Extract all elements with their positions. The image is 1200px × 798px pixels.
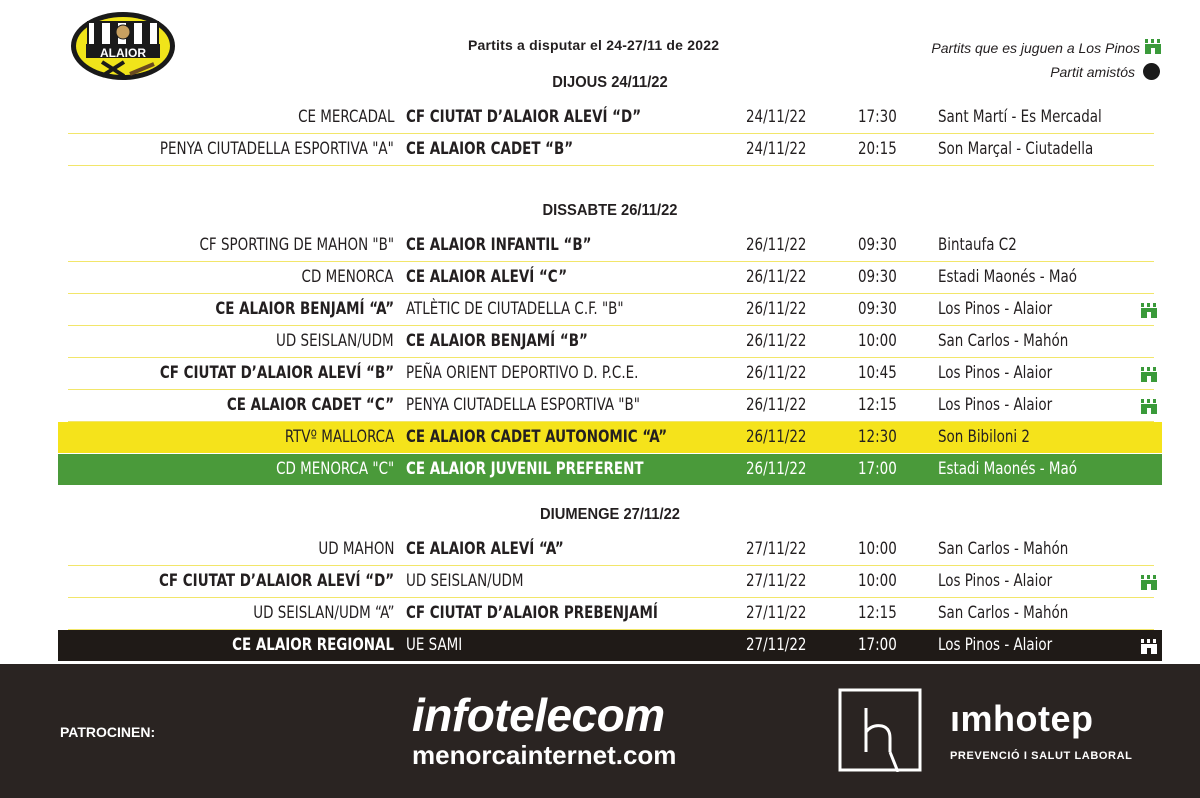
home-team [58, 102, 394, 133]
away-team-text: PENYA CIUTADELLA ESPORTIVA "B" [406, 395, 640, 415]
home-team-text: UD SEISLAN/UDM [276, 331, 394, 351]
match-date-text: 27/11/22 [746, 603, 807, 623]
match-venue-text: San Carlos - Mahón [938, 539, 1069, 559]
match-date [746, 390, 826, 421]
match-date-text: 24/11/22 [746, 107, 807, 127]
away-team-text: CE ALAIOR CADET “B” [406, 139, 574, 159]
match-venue-text: Los Pinos - Alaior [938, 571, 1053, 591]
away-team [406, 230, 736, 261]
match-date [746, 534, 826, 565]
home-team-text: CE ALAIOR REGIONAL [232, 635, 394, 655]
page-title: Partits a disputar el 24-27/11 de 2022 [468, 37, 720, 53]
legend-friendly-label: Partit amistós [1050, 63, 1135, 80]
match-time-text: 10:00 [858, 571, 897, 591]
match-row [58, 262, 1162, 293]
match-date [746, 262, 826, 293]
match-date-text: 26/11/22 [746, 427, 807, 447]
match-row [58, 566, 1162, 597]
home-team-text: CE ALAIOR BENJAMÍ “A” [215, 299, 394, 319]
match-venue-text: Los Pinos - Alaior [938, 363, 1053, 383]
match-time [858, 294, 908, 325]
match-venue-text: Son Bibiloni 2 [938, 427, 1030, 447]
legend-los-pinos [931, 38, 1162, 57]
stadium-icon [1140, 366, 1158, 382]
match-time-text: 20:15 [858, 139, 897, 159]
match-time-text: 09:30 [858, 267, 897, 287]
match-time-text: 10:00 [858, 539, 897, 559]
match-row [58, 102, 1162, 133]
stadium-icon [1140, 638, 1158, 654]
match-time [858, 358, 908, 389]
away-team-text: CE ALAIOR BENJAMÍ “B” [406, 331, 588, 351]
match-time [858, 534, 908, 565]
stadium-icon [1144, 38, 1162, 57]
home-team-text: CF CIUTAT D’ALAIOR ALEVÍ “B” [159, 363, 394, 383]
legend-los-pinos-label: Partits que es juguen a Los Pinos [931, 39, 1140, 56]
home-team [58, 422, 394, 453]
match-venue [938, 102, 1138, 133]
match-row [58, 454, 1162, 485]
home-team-text: CD MENORCA "C" [275, 459, 394, 479]
away-team-text: UD SEISLAN/UDM [406, 571, 524, 591]
match-time [858, 422, 908, 453]
away-team-text: CE ALAIOR JUVENIL PREFERENT [406, 459, 644, 479]
match-date [746, 326, 826, 357]
match-row [58, 422, 1162, 453]
home-team [58, 294, 394, 325]
match-date-text: 24/11/22 [746, 139, 807, 159]
match-date [746, 422, 826, 453]
match-date [746, 454, 826, 485]
away-team-text: CF CIUTAT D’ALAIOR PREBENJAMÍ [406, 603, 658, 623]
match-venue [938, 390, 1138, 421]
away-team-text: CE ALAIOR CADET AUTONOMIC “A” [406, 427, 668, 447]
match-venue [938, 630, 1138, 661]
home-team-text: RTVº MALLORCA [284, 427, 394, 447]
match-date [746, 358, 826, 389]
stadium-icon [1140, 574, 1158, 590]
match-row [58, 326, 1162, 357]
match-date-text: 26/11/22 [746, 299, 807, 319]
away-team-text: CF CIUTAT D’ALAIOR ALEVÍ “D” [406, 107, 642, 127]
match-time-text: 10:45 [858, 363, 897, 383]
match-time-text: 17:30 [858, 107, 897, 127]
match-time-text: 17:00 [858, 635, 897, 655]
match-venue-text: San Carlos - Mahón [938, 331, 1069, 351]
club-logo [68, 8, 178, 84]
match-time [858, 566, 908, 597]
match-venue-text: Estadi Maonés - Maó [938, 459, 1078, 479]
home-team-text: CF CIUTAT D’ALAIOR ALEVÍ “D” [158, 571, 394, 591]
away-team [406, 566, 736, 597]
sponsor-infotelecom: infotelecom [412, 689, 665, 741]
match-time-text: 10:00 [858, 331, 897, 351]
home-team [58, 390, 394, 421]
match-time [858, 134, 908, 165]
match-row [58, 390, 1162, 421]
match-time [858, 630, 908, 661]
match-time-text: 12:15 [858, 603, 897, 623]
match-date [746, 230, 826, 261]
match-time [858, 390, 908, 421]
match-row [58, 358, 1162, 389]
match-time-text: 09:30 [858, 235, 897, 255]
day-title: DIUMENGE 27/11/22 [540, 506, 680, 523]
match-time [858, 326, 908, 357]
match-time-text: 17:00 [858, 459, 897, 479]
away-team [406, 598, 736, 629]
match-venue [938, 134, 1138, 165]
match-row [58, 630, 1162, 661]
match-venue [938, 326, 1138, 357]
match-date [746, 134, 826, 165]
away-team [406, 534, 736, 565]
match-time [858, 262, 908, 293]
home-team [58, 358, 394, 389]
away-team [406, 358, 736, 389]
home-team-text: CE MERCADAL [297, 107, 394, 127]
match-date-text: 26/11/22 [746, 363, 807, 383]
match-venue-text: Los Pinos - Alaior [938, 299, 1053, 319]
match-venue [938, 454, 1138, 485]
match-row [58, 230, 1162, 261]
match-date-text: 27/11/22 [746, 635, 807, 655]
match-time [858, 454, 908, 485]
home-team [58, 598, 394, 629]
match-date-text: 26/11/22 [746, 267, 807, 287]
away-team [406, 102, 736, 133]
home-team [58, 630, 394, 661]
sponsors-label: PATROCINEN: [60, 724, 156, 740]
away-team-text: PEÑA ORIENT DEPORTIVO D. P.C.E. [406, 363, 639, 383]
away-team [406, 390, 736, 421]
match-venue-text: Sant Martí - Es Mercadal [938, 107, 1102, 127]
home-team [58, 230, 394, 261]
match-date-text: 27/11/22 [746, 571, 807, 591]
home-team [58, 262, 394, 293]
home-team-text: PENYA CIUTADELLA ESPORTIVA "A" [160, 139, 394, 159]
away-team [406, 262, 736, 293]
match-venue [938, 566, 1138, 597]
match-date-text: 27/11/22 [746, 539, 807, 559]
imhotep-logo-icon [838, 688, 922, 772]
match-date [746, 294, 826, 325]
match-venue [938, 598, 1138, 629]
home-team-text: CD MENORCA [301, 267, 394, 287]
match-time-text: 12:15 [858, 395, 897, 415]
match-date [746, 102, 826, 133]
away-team-text: CE ALAIOR ALEVÍ “C” [406, 267, 568, 287]
match-venue-text: Bintaufa C2 [938, 235, 1017, 255]
home-team [58, 326, 394, 357]
away-team [406, 326, 736, 357]
home-team-text: CE ALAIOR CADET “C” [226, 395, 394, 415]
sponsor-imhotep: ımhotep [950, 698, 1094, 739]
match-time-text: 09:30 [858, 299, 897, 319]
match-date-text: 26/11/22 [746, 331, 807, 351]
match-date [746, 598, 826, 629]
stadium-icon [1140, 302, 1158, 318]
home-team [58, 534, 394, 565]
away-team [406, 294, 736, 325]
match-time-text: 12:30 [858, 427, 897, 447]
away-team-text: UE SAMI [406, 635, 463, 655]
match-date-text: 26/11/22 [746, 235, 807, 255]
sponsor-imhotep-tagline: PREVENCIÓ I SALUT LABORAL [950, 750, 1133, 762]
home-team-text: UD MAHON [317, 539, 394, 559]
match-date [746, 630, 826, 661]
match-venue-text: Los Pinos - Alaior [938, 635, 1053, 655]
away-team-text: CE ALAIOR ALEVÍ “A” [406, 539, 564, 559]
home-team [58, 134, 394, 165]
day-title: DISSABTE 26/11/22 [542, 202, 678, 219]
match-venue-text: Los Pinos - Alaior [938, 395, 1053, 415]
match-time [858, 230, 908, 261]
match-date-text: 26/11/22 [746, 395, 807, 415]
stadium-icon [1140, 398, 1158, 414]
match-venue [938, 294, 1138, 325]
home-team [58, 454, 394, 485]
match-venue [938, 422, 1138, 453]
away-team [406, 422, 736, 453]
match-venue [938, 534, 1138, 565]
away-team [406, 134, 736, 165]
match-row [58, 294, 1162, 325]
match-row [58, 534, 1162, 565]
match-row [58, 598, 1162, 629]
away-team [406, 454, 736, 485]
away-team [406, 630, 736, 661]
home-team-text: UD SEISLAN/UDM “A” [252, 603, 394, 623]
match-date [746, 566, 826, 597]
away-team-text: ATLÈTIC DE CIUTADELLA C.F. "B" [406, 299, 624, 319]
match-venue-text: Estadi Maonés - Maó [938, 267, 1078, 287]
match-date-text: 26/11/22 [746, 459, 807, 479]
match-venue [938, 230, 1138, 261]
match-time [858, 102, 908, 133]
match-venue [938, 358, 1138, 389]
away-team-text: CE ALAIOR INFANTIL “B” [406, 235, 592, 255]
home-team [58, 566, 394, 597]
match-venue [938, 262, 1138, 293]
match-time [858, 598, 908, 629]
match-venue-text: Son Marçal - Ciutadella [938, 139, 1094, 159]
day-title: DIJOUS 24/11/22 [552, 74, 668, 91]
logo-text: ALAIOR [100, 46, 146, 60]
match-row [58, 134, 1162, 165]
home-team-text: CF SPORTING DE MAHON "B" [199, 235, 394, 255]
sponsor-infotelecom-url: menorcainternet.com [412, 740, 677, 770]
match-venue-text: San Carlos - Mahón [938, 603, 1069, 623]
row-divider [68, 165, 1154, 166]
